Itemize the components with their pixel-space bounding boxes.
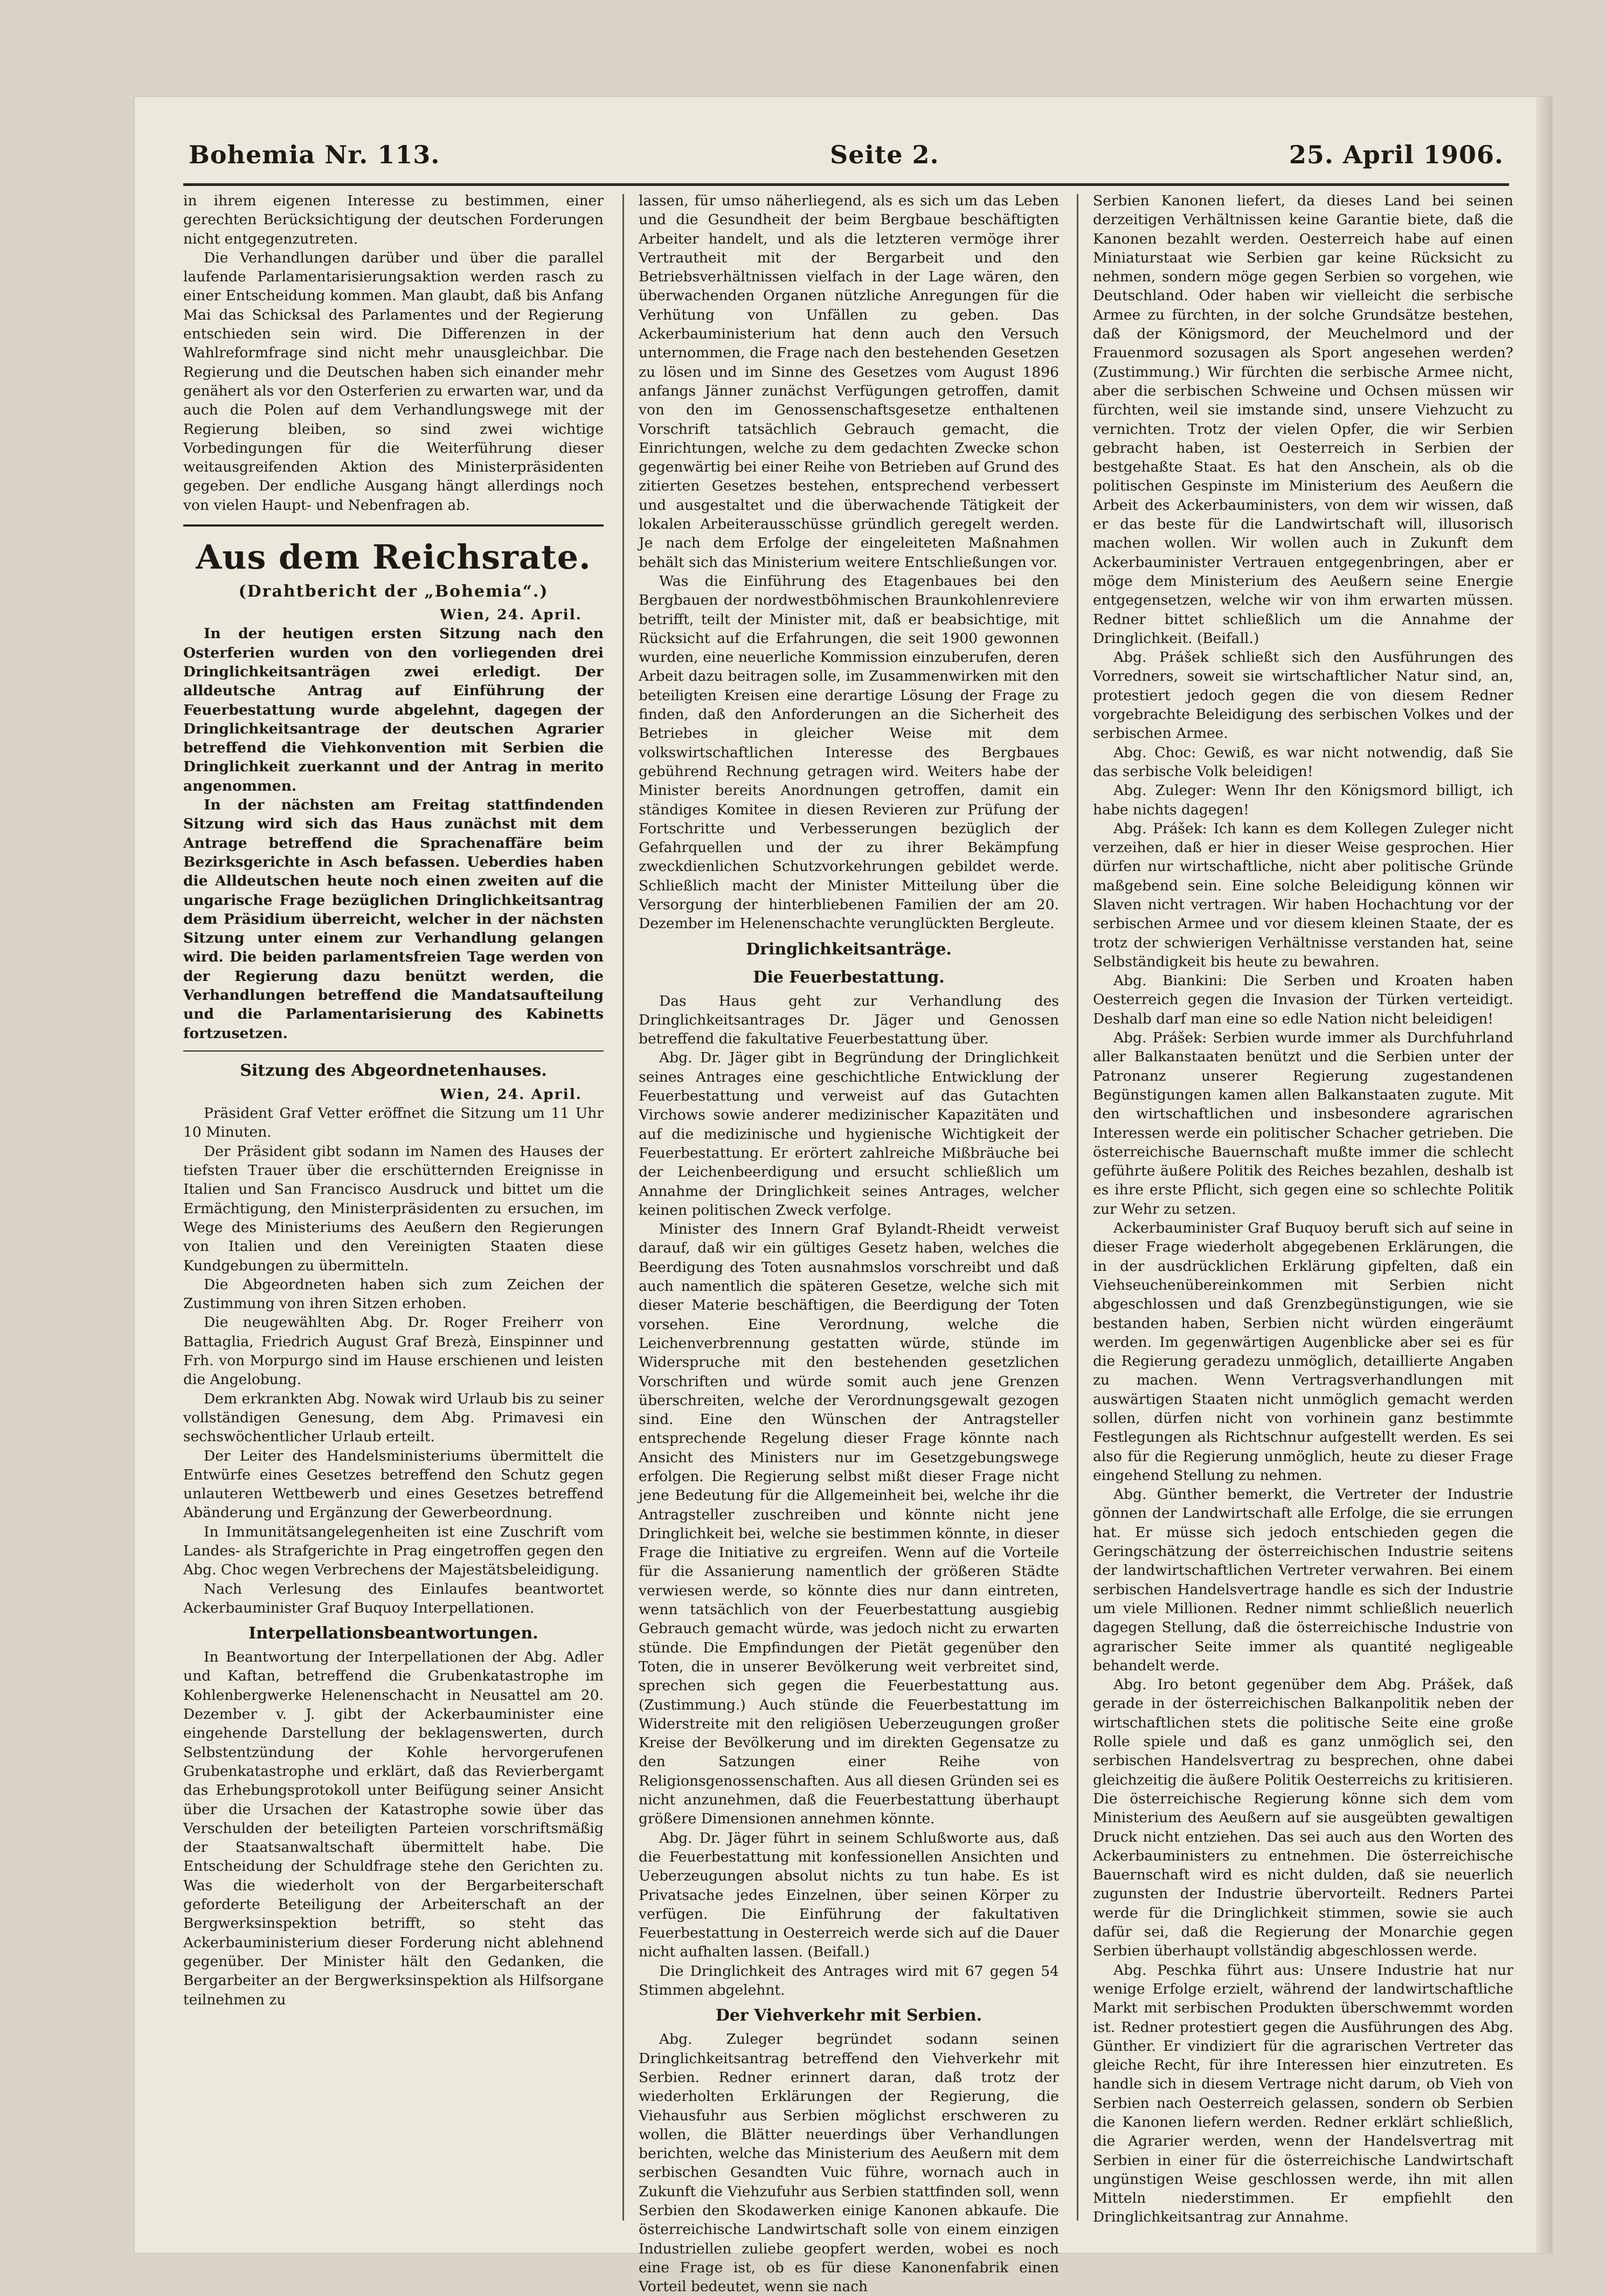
paragraph: Was die Einführung des Etagenbaues bei den Bergbauen der nordwestböhmischen Braunkohlenreviere betrifft, teilt der Minister mit, daß er beabsichtige, mit Rücksicht auf die Erfahrungen, die seit 1900 gewonnen wurden, eine neuerliche Kommission einzuberufen, deren Arbeit dazu beitragen solle, im Zusammenwirken mit den beteiligten Kreisen eine derartige Lösung der Frage zu finden, daß den Anforderungen an die Sicherheit des Betriebes in gleicher Weise mit dem volkswirtschaftlichen Interesse des Bergbaues gebührend Rechnung getragen wird. Weiters habe der Minister bereits Anordnungen getroffen, damit ein ständiges Komitee in diesen Revieren zur Prüfung der Fortschritte und Verbesserungen bezüglich der Gefahrquellen und der zu ihrer Bekämpfung zweckdienlichen Schutzvorkehrungen gebildet werde. Schließlich macht der Minister Mitteilung über die Versorgung der hinterbliebenen Familien der am 20. Dezember im Helenenschachte verunglückten Bergleute. <box>639 572 1059 932</box>
section-rule <box>183 524 604 527</box>
header-page-number: Seite 2. <box>830 140 939 169</box>
paragraph: Ackerbauminister Graf Buquoy beruft sich auf seine in dieser Frage wiederholt abgegebenen Erklärungen, die in der ausdrücklichen Erklärung gipfelten, daß ein Viehseuchenübereinkommen mit Serbien nicht abgeschlossen und daß Grenzbegünstigungen, wie sie bestanden haben, Serbien nicht würden eingeräumt werden. Im gegenwärtigen Augenblicke aber sei es für die Regierung geradezu unmöglich, detaillierte Angaben zu machen. Wenn Vertragsverhandlungen mit auswärtigen Staaten nicht unmöglich gemacht werden sollen, dürfen nicht von vorhinein ganz bestimmte Festlegungen als Richtschnur aufgestellt werden. Es sei also für die Regierung unmöglich, heute zu dieser Frage eingehend Stellung zu nehmen. <box>1093 1220 1513 1484</box>
paragraph: In der heutigen ersten Sitzung nach den Osterferien wurden von den vorliegenden drei Dringlichkeitsanträgen zwei erledigt. Der alldeutsche Antrag auf Einführung der Feuerbestattung wurde abgelehnt, dagegen der Dringlichkeitsantrage der deutschen Agrarier betreffend die Viehkonvention mit Serbien die Dringlichkeit zuerkannt und der Antrag in merito angenommen. <box>183 625 604 794</box>
paragraph: Dem erkrankten Abg. Nowak wird Urlaub bis zu seiner vollständigen Genesung, dem Abg. Primavesi ein sechswöchentlicher Urlaub erteilt. <box>183 1390 604 1446</box>
header-date: 25. April 1906. <box>1289 140 1504 169</box>
dateline: Wien, 24. April. <box>440 606 582 624</box>
paragraph: Abg. Peschka führt aus: Unsere Industrie hat nur wenige Erfolge erzielt, während der landwirtschaftliche Markt mit serbischen Produkten überschwemmt worden ist. Redner protestiert gegen die Ausführungen des Abg. Günther. Er vindiziert für die agrarischen Vertreter das gleiche Recht, für ihre Interessen hier einzutreten. Es handle sich in diesem Vertrage nicht darum, ob Vieh von Serbien nach Oesterreich gelassen, sondern ob Serbien die Kanonen liefern werden. Redner erklärt schließlich, die Agrarier werden, wenn der Handelsvertrag mit Serbien in einer für die österreichische Landwirtschaft ungünstigen Weise geschlossen werde, ihn mit allen Mitteln niederstimmen. Er empfiehlt den Dringlichkeitsantrag zur Annahme. <box>1093 1961 1513 2226</box>
page-edge <box>1536 97 1552 2253</box>
paragraph: Abg. Biankini: Die Serben und Kroaten haben Oesterreich gegen die Invasion der Türken verteidigt. Deshalb darf man eine so edle Nation nicht beleidigen! <box>1093 972 1513 1027</box>
paragraph: Serbien Kanonen liefert, da dieses Land bei seinen derzeitigen Verhältnissen keine Garantie biete, daß die Kanonen bezahlt werden. Oesterreich habe auf einen Miniaturstaat wie Serbien gar keine Rücksicht zu nehmen, sondern möge gegen Serbien so vorgehen, wie Deutschland. Oder haben wir vielleicht die serbische Armee zu fürchten, in der solche Grundsätze bestehen, daß der Königsmord, der Meuchelmord und der Frauenmord sozusagen als Sport angesehen werden? (Zustimmung.) Wir fürchten die serbische Armee nicht, aber die serbischen Schweine und Ochsen müssen wir fürchten, weil sie imstande sind, unsere Viehzucht zu vernichten. Trotz der vielen Opfer, die wir Serbien gebracht haben, ist Oesterreich in Serbien der bestgehaßte Staat. Es hat den Anschein, als ob die politischen Gespinste im Ministerium des Aeußern die Arbeit des Ackerbauministers, von dem wir wissen, daß er das beste für die Landwirtschaft will, illusorisch machen wollen. Wir wollen auch in Zukunft dem Ackerbauminister Vertrauen entgegenbringen, aber er möge dem Ministerium des Aeußern seine Energie entgegensetzen, welche wir von ihm erwarten müssen. Redner bittet schließlich um die Annahme der Dringlichkeit. (Beifall.) <box>1093 192 1513 647</box>
paragraph: Abg. Dr. Jäger gibt in Begründung der Dringlichkeit seines Antrages eine geschichtliche Entwicklung der Feuerbestattung und verweist auf das Gutachten Virchows sowie anderer medizinischer Kapazitäten und auf die medizinische und hygienische Wichtigkeit der Feuerbestattung. Er erörtert zahlreiche Mißbräuche bei der Leichenbeerdigung und ersucht schließlich um Annahme der Dringlichkeit seines Antrages, welcher keinen politischen Zweck verfolge. <box>639 1049 1059 1219</box>
paragraph: Abg. Zuleger: Wenn Ihr den Königsmord billigt, ich habe nichts dagegen! <box>1093 782 1513 818</box>
page-header <box>189 140 1504 178</box>
paragraph: Das Haus geht zur Verhandlung des Dringlichkeitsantrages Dr. Jäger und Genossen betreffend die fakultative Feuerbestattung über. <box>639 992 1059 1048</box>
paragraph: Abg. Günther bemerkt, die Vertreter der Industrie gönnen der Landwirtschaft alle Erfolge, die sie errungen hat. Er müsse sich jedoch entschieden gegen die Geringschätzung der österreichischen Industrie seitens der landwirtschaftlichen Vertreter verwahren. Bei einem serbischen Handelsvertrage handle es sich der Industrie um viele Millionen. Redner nimmt schließlich neuerlich dagegen Stellung, daß die österreichische Industrie von agrarischer Seite immer als quantité negligeable behandelt werde. <box>1093 1486 1513 1674</box>
paragraph: Abg. Prášek: Serbien wurde immer als Durchfuhrland aller Balkanstaaten benützt und die Serbien unter der Patronanz unserer Regierung zugestandenen Begünstigungen kamen allen Balkanstaaten zugute. Mit den wirtschaftlichen und insbesondere agrarischen Interessen werde ein politischer Schacher getrieben. Die österreichische Bauernschaft mußte immer die schlecht geführte äußere Politik des Reiches bezahlen, deshalb ist es ihre erste Pflicht, sich gegen eine so schlechte Politik zur Wehr zu setzen. <box>1093 1029 1513 1218</box>
article-subheading: Die Feuerbestattung. <box>753 967 945 987</box>
header-publication: Bohemia Nr. 113. <box>189 140 440 169</box>
paragraph: Die Dringlichkeit des Antrages wird mit 67 gegen 54 Stimmen abgelehnt. <box>639 1962 1059 1999</box>
paragraph: In der nächsten am Freitag stattfindenden Sitzung wird sich das Haus zunächst mit dem Antrage betreffend die Sprachenaffäre beim Bezirksgerichte in Asch befassen. Ueberdies haben die Alldeutschen heute noch einen zweiten auf die ungarische Frage bezüglichen Dringlichkeitsantrag dem Präsidium überreicht, welcher in der nächsten Sitzung unter einem zur Verhandlung gelangen wird. Die beiden parlamentsfreien Tage werden von der Regierung dazu benützt werden, die Verhandlungen betreffend die Mandatsaufteilung und die Parlamentarisierung des Kabinetts fortzusetzen. <box>183 797 604 1042</box>
paragraph: lassen, für umso näherliegend, als es sich um das Leben und die Gesundheit der beim Bergbaue beschäftigten Arbeiter handelt, und als die letzteren vermöge ihrer Vertrautheit mit der Bergarbeit und den Betriebsverhältnissen vielfach in der Lage wären, den überwachenden Organen nützliche Anregungen für die Verhütung von Unfällen zu geben. Das Ackerbauministerium hat denn auch den Versuch unternommen, die Frage nach den bestehenden Gesetzen zu lösen und im Sinne des Gesetzes vom August 1896 anfangs Jänner zunächst Verfügungen getroffen, damit von den im Genossenschaftsgesetze enthaltenen Vorschrift tatsächlich Gebrauch gemacht, die Einrichtungen, welche zu dem gedachten Zwecke schon gegenwärtig bei einer Reihe von Betrieben auf Grund des zitierten Gesetzes bestehen, entsprechend verbessert und ausgestaltet und die überwachende Tätigkeit der lokalen Arbeiterausschüsse gründlich geregelt werden. Je nach dem Erfolge der eingeleiteten Maßnahmen behält sich das Ministerium weitere Entschließungen vor. <box>639 192 1059 571</box>
paragraph: Minister des Innern Graf Bylandt-Rheidt verweist darauf, daß wir ein gültiges Gesetz haben, welches die Beerdigung des Toten ausnahmslos vorschreibt und daß auch namentlich die späteren Gesetze, welche sich mit dieser Materie beschäftigen, die Beerdigung der Toten vorsehen. Eine Verordnung, welche die Leichenverbrennung gestatten würde, stünde im Widerspruche mit den bestehenden gesetzlichen Vorschriften und würde somit auch jene Grenzen überschreiten, welche der Verordnungsgewalt gezogen sind. Eine den Wünschen der Antragsteller entsprechende Regelung dieser Frage könnte nach Ansicht des Ministers nur im Gesetzgebungswege erfolgen. Die Regierung selbst mißt dieser Frage nicht jene Bedeutung für die Allgemeinheit bei, welche ihr die Antragsteller zuschreiben und könnte nicht jene Dringlichkeit bei, welche sie bestimmen könnte, in dieser Frage die Initiative zu ergreifen. Wenn auf die Vorteile für die Assanierung namentlich der größeren Städte verwiesen werde, so könnte dies nur dann eintreten, wenn tatsächlich von der Feuerbestattung ausgiebig Gebrauch gemacht würde, was jedoch nicht zu erwarten stünde. Die Empfindungen der Pietät gegenüber den Toten, die in unserer Bevölkerung weit verbreitet sind, sprechen sich gegen die Feuerbestattung aus. (Zustimmung.) Auch stünde die Feuerbestattung im Widerstreite mit den religiösen Ueberzeugungen großer Kreise der Bevölkerung und im direkten Gegensatze zu den Satzungen einer Reihe von Religionsgenossenschaften. Aus all diesen Gründen sei es nicht anzunehmen, daß die Feuerbestattung überhaupt größere Dimensionen annehmen könnte. <box>639 1221 1059 1828</box>
paragraph: Die Abgeordneten haben sich zum Zeichen der Zustimmung von ihren Sitzen erhoben. <box>183 1276 604 1312</box>
section-rule <box>183 1050 604 1052</box>
newspaper-page <box>135 97 1552 2295</box>
column-rule <box>1077 194 1078 2221</box>
section-subtitle: (Drahtbericht der „Bohemia“.) <box>238 582 549 601</box>
paragraph: Der Leiter des Handelsministeriums übermittelt die Entwürfe eines Gesetzes betreffend den Schutz gegen unlauteren Wettbewerb und eines Gesetzes betreffend Abänderung und Ergänzung der Gewerbeordnung. <box>183 1447 604 1522</box>
article-heading: Dringlichkeitsanträge. <box>746 939 952 959</box>
paragraph: Die neugewählten Abg. Dr. Roger Freiherr von Battaglia, Friedrich August Graf Brezà, Einspinner und Frh. von Morpurgo sind im Hause erschienen und leisten die Angelobung. <box>183 1314 604 1388</box>
dateline: Wien, 24. April. <box>440 1085 582 1103</box>
section-title: Aus dem Reichsrate. <box>196 537 591 577</box>
paragraph: In Beantwortung der Interpellationen der Abg. Adler und Kaftan, betreffend die Grubenkatastrophe im Kohlenbergwerke Helenenschacht in Neusattel am 20. Dezember v. J. gibt der Ackerbauminister eine eingehende Darstellung der beklagenswerten, durch Selbstentzündung der Kohle hervorgerufenen Grubenkatastrophe und erklärt, daß das Revierbergamt das Erhebungsprotokoll unter Beifügung seiner Ansicht über die Ursachen der Katastrophe sowie über das Verschulden der beteiligten Parteien vorschriftsmäßig der Staatsanwaltschaft übermittelt habe. Die Entscheidung der Schuldfrage stehe den Gerichten zu. Was die wiederholt von der Bergarbeiterschaft geforderte Beteiligung der Arbeiterschaft an der Bergwerksinspektion betrifft, so steht das Ackerbauministerium dieser Forderung nicht ablehnend gegenüber. Der Minister hält den Gedanken, die Bergarbeiter an der Bergwerksinspektion als Hilfsorgane teilnehmen zu <box>183 1649 604 2008</box>
column-3 <box>1093 191 1513 2226</box>
article-heading: Sitzung des Abgeordnetenhauses. <box>240 1061 547 1080</box>
paragraph: In Immunitätsangelegenheiten ist eine Zuschrift vom Landes- als Strafgerichte in Prag eingetroffen gegen den Abg. Choc wegen Verbrechens der Majestätsbeleidigung. <box>183 1523 604 1579</box>
article-heading: Interpellationsbeantwortungen. <box>248 1624 538 1643</box>
paragraph: Die Verhandlungen darüber und über die parallel laufende Parlamentarisierungsaktion werden rasch zu einer Entscheidung kommen. Man glaubt, daß bis Anfang Mai das Schicksal des Parlamentes und der Regierung entschieden sein wird. Die Differenzen in der Wahlreformfrage sind nicht mehr unausgleichbar. Die Regierung und die Deutschen haben sich einander mehr genähert als vor den Osterferien zu erwarten war, und da auch die Polen auf dem Verhandlungswege mit der Regierung bleiben, so sind zwei wichtige Vorbedingungen für die Weiterführung dieser weitausgreifenden Aktion des Ministerpräsidenten gegeben. Der endliche Ausgang hängt allerdings noch von vielen Haupt- und Nebenfragen ab. <box>183 249 604 514</box>
paragraph: Der Präsident gibt sodann im Namen des Hauses der tiefsten Trauer über die erschütternden Ereignisse in Italien und San Francisco Ausdruck und bittet um die Ermächtigung, den Ministerpräsidenten zu ersuchen, im Wege des Ministeriums des Aeußern den Regierungen von Italien und den Vereinigten Staaten diese Kundgebungen zu übermitteln. <box>183 1143 604 1274</box>
column-rule <box>622 194 624 2221</box>
column-1 <box>183 191 604 2223</box>
paragraph: Abg. Dr. Jäger führt in seinem Schlußworte aus, daß die Feuerbestattung mit konfessionellen Ansichten und Ueberzeugungen absolut nichts zu tun habe. Es ist Privatsache jedes Einzelnen, über seinen Körper zu verfügen. Die Einführung der fakultativen Feuerbestattung in Oesterreich werde sich auf die Dauer nicht aufhalten lassen. (Beifall.) <box>639 1829 1059 1961</box>
paragraph: Präsident Graf Vetter eröffnet die Sitzung um 11 Uhr 10 Minuten. <box>183 1105 604 1141</box>
column-2 <box>639 191 1059 2295</box>
paragraph: Abg. Prášek: Ich kann es dem Kollegen Zuleger nicht verzeihen, daß er hier in dieser Weise gesprochen. Hier dürfen nur wirtschaftliche, nicht aber politische Gründe maßgebend sein. Eine solche Beleidigung können wir Slaven nicht vertragen. Wir haben Hochachtung vor der serbischen Armee und vor diesem kleinen Staate, der es trotz der schwierigen Verhältnisse verstanden hat, seine Selbständigkeit bis heute zu bewahren. <box>1093 820 1513 970</box>
paragraph: Abg. Zuleger begründet sodann seinen Dringlichkeitsantrag betreffend den Viehverkehr mit Serbien. Redner erinnert daran, daß trotz der wiederholten Erklärungen der Regierung, die Viehausfuhr aus Serbien möglichst erschweren zu wollen, die Blätter neuerdings über Verhandlungen berichten, welche das Ministerium des Aeußern mit dem serbischen Gesandten Vuic führe, wornach auch in Zukunft die Viehzufuhr aus Serbien stattfinden soll, wenn Serbien den Skodawerken einige Kanonen abkaufe. Die österreichische Landwirtschaft solle von einem einzigen Industriellen zuliebe geopfert werden, wobei es noch eine Frage ist, ob es für diese Kanonenfabrik einen Vorteil bedeutet, wenn sie nach <box>639 2031 1059 2295</box>
paragraph: in ihrem eigenen Interesse zu bestimmen, einer gerechten Berücksichtigung der deutschen Forderungen nicht entgegenzutreten. <box>183 192 604 247</box>
header-rule <box>183 183 1509 186</box>
paragraph: Abg. Iro betont gegenüber dem Abg. Prášek, daß gerade in der österreichischen Balkanpolitik neben der wirtschaftlichen stets die politische Seite eine große Rolle spiele und daß es ganz unmöglich sei, den serbischen Handelsvertrag zu besprechen, ohne dabei gleichzeitig die äußere Politik Oesterreichs zu kritisieren. Die österreichische Regierung könne sich dem vom Ministerium des Aeußern auf sie ausgeübten gewaltigen Druck nicht entziehen. Das sei auch aus den Worten des Ackerbauministers zu entnehmen. Die österreichische Bauernschaft wird es nicht dulden, daß sie neuerlich zugunsten der Industrie übervorteilt. Redners Partei werde für die Dringlichkeit stimmen, sowie sie auch dafür sei, daß die Regierung der Monarchie gegen Serbien überhaupt vollständig abgeschlossen werde. <box>1093 1676 1513 1960</box>
paragraph: Abg. Prášek schließt sich den Ausführungen des Vorredners, soweit sie wirtschaftlicher Natur sind, an, protestiert jedoch gegen die von diesem Redner vorgebrachte Beleidigung des serbischen Volkes und der serbischen Armee. <box>1093 649 1513 742</box>
paragraph: Abg. Choc: Gewiß, es war nicht notwendig, daß Sie das serbische Volk beleidigen! <box>1093 744 1513 780</box>
article-subheading: Der Viehverkehr mit Serbien. <box>715 2006 982 2025</box>
paragraph: Nach Verlesung des Einlaufes beantwortet Ackerbauminister Graf Buquoy Interpellationen. <box>183 1580 604 1616</box>
